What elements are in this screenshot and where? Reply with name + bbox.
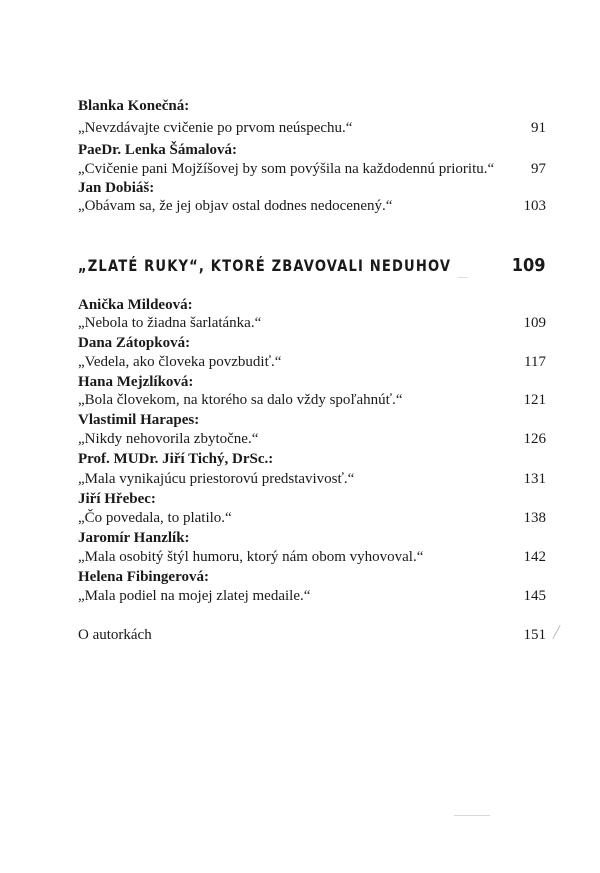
page-number: 151	[523, 627, 546, 643]
scan-mark	[458, 277, 468, 278]
toc-entry-quote	[78, 118, 546, 138]
page-number: 117	[524, 354, 546, 370]
toc-entry-about	[78, 625, 546, 645]
toc-entry-name	[78, 140, 546, 160]
toc-entry-quote	[78, 352, 546, 372]
toc-entry-name	[78, 372, 546, 392]
page-number: 91	[531, 120, 546, 136]
page-number: 109	[523, 315, 546, 331]
quote-text: „Bola človekom, na ktorého sa dalo vždy spoľahnúť.“	[78, 392, 403, 408]
toc-entry-quote	[78, 159, 546, 179]
toc-entry-quote	[78, 547, 546, 567]
section-page-number: 109	[512, 255, 546, 276]
toc-entry-name	[78, 528, 546, 548]
quote-text: „Mala osobitý štýl humoru, ktorý nám obom vyhovoval.“	[78, 549, 424, 565]
contributor-name: Jiří Hřebec:	[78, 491, 156, 507]
toc-entry-quote	[78, 313, 546, 333]
quote-text: „Nevzdávajte cvičenie po prvom neúspechu.“	[78, 120, 353, 136]
contributor-name: Prof. MUDr. Jiří Tichý, DrSc.:	[78, 451, 274, 467]
page-number: 97	[531, 161, 546, 177]
toc-entry-name	[78, 489, 546, 509]
scan-mark	[552, 625, 560, 640]
toc-entry-name	[78, 449, 546, 469]
toc-entry-name	[78, 333, 546, 353]
contributor-name: Hana Mejzlíková:	[78, 374, 194, 390]
quote-text: „Obávam sa, že jej objav ostal dodnes nedocenený.“	[78, 198, 393, 214]
toc-entry-quote	[78, 508, 546, 528]
page-number: 145	[523, 588, 546, 604]
toc-entry-name	[78, 178, 546, 198]
contributor-name: Jaromír Hanzlík:	[78, 530, 190, 546]
toc-entry-name	[78, 295, 546, 315]
section-heading: „ZLATÉ RUKY“, KTORÉ ZBAVOVALI NEDUHOV	[78, 256, 452, 275]
toc-entry-name	[78, 410, 546, 430]
quote-text: „Nebola to žiadna šarlatánka.“	[78, 315, 262, 331]
page-number: 103	[523, 198, 546, 214]
toc-entry-quote	[78, 469, 546, 489]
contributor-name: Anička Mildeová:	[78, 297, 193, 313]
scan-mark	[454, 815, 490, 816]
quote-text: „Vedela, ako človeka povzbudiť.“	[78, 354, 282, 370]
contributor-name: Dana Zátopková:	[78, 335, 191, 351]
page-number: 126	[523, 431, 546, 447]
contributor-name: Vlastimil Harapes:	[78, 412, 200, 428]
toc-entry-quote	[78, 586, 546, 606]
quote-text: „Mala podiel na mojej zlatej medaile.“	[78, 588, 311, 604]
contributor-name: PaeDr. Lenka Šámalová:	[78, 142, 238, 158]
page-number: 131	[523, 471, 546, 487]
page-number: 138	[523, 510, 546, 526]
toc-entry-quote	[78, 429, 546, 449]
page-number: 142	[523, 549, 546, 565]
quote-text: „Mala vynikajúcu priestorovú predstavivosť.“	[78, 471, 355, 487]
quote-text: „Nikdy nehovorila zbytočne.“	[78, 431, 259, 447]
quote-text: „Cvičenie pani Mojžíšovej by som povýšila na každodennú prioritu.“	[78, 161, 495, 177]
toc-entry-name	[78, 96, 546, 116]
toc-entry-quote	[78, 196, 546, 216]
page-number: 121	[523, 392, 546, 408]
contributor-name: Helena Fibingerová:	[78, 569, 209, 585]
contributor-name: Blanka Konečná:	[78, 98, 190, 114]
about-label: O autorkách	[78, 627, 152, 643]
toc-entry-quote	[78, 390, 546, 410]
toc-entry-name	[78, 567, 546, 587]
contributor-name: Jan Dobiáš:	[78, 180, 155, 196]
quote-text: „Čo povedala, to platilo.“	[78, 510, 232, 526]
